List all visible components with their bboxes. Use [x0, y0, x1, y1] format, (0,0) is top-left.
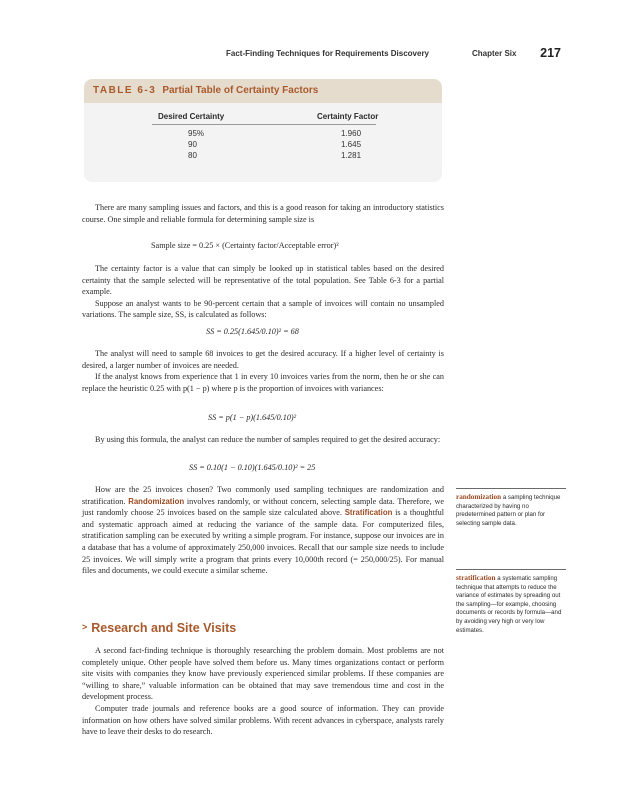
equation-ss-p: SS = p(1 − p)(1.645/0.10)²	[208, 413, 297, 422]
equation-sample-size: Sample size = 0.25 × (Certainty factor/Acceptable error)²	[151, 241, 339, 250]
margin-note-stratification	[456, 569, 566, 635]
paragraph: Computer trade journals and reference books are a good source of information. They can provide information on how others have solved similar problems. With recent advances in cyberspace, analysts rarely have to leave their desks to do research.	[82, 703, 444, 737]
paragraph: A second fact-finding technique is thoroughly researching the problem domain. Most problems are not completely unique. Other people have solved them before us. Many times organizations contact or perform site visits with companies they know have previously experienced similar problems. If these companies are “willing to share,” valuable information can be obtained that may save tremendous time and cost in the development process.	[82, 646, 444, 702]
paragraph-text: involves randomly, or without concern, selecting sample data. Therefore, we just randomly choose 25 invoices based on the sample size calculated above.	[82, 496, 445, 518]
paragraph-text: is a thoughtful and systematic approach aimed at reducing the variance of the sample data. For computerized files, stratification sampling can be executed by writing a simple program. For instance, suppose our invoices are in a database that has a volume of approximately 250,000 invoices. Recall that our sample size needs to include 25 invoices. We will simply write a program that prints every 10,000th record (= 250,000/25). For manual files and documents, we could execute a similar scheme.	[82, 508, 444, 576]
running-head-title: Fact-Finding Techniques for Requirements Discovery	[226, 49, 429, 58]
table-cell: 80	[188, 151, 197, 160]
paragraph: There are many sampling issues and factors, and this is a good reason for taking an introductory statistics course. One simple and reliable formula for determining sample size is	[82, 203, 444, 224]
body-block-1	[82, 202, 444, 225]
margin-term: stratification	[456, 574, 496, 582]
paragraph-text: How are the 25 invoices chosen? Two commonly used sampling techniques are randomization and stratification.	[82, 485, 444, 506]
margin-definition: a systematic sampling technique that attempts to reduce the variance of estimates by spreading out the sampling—for example, choosing documents or records by formula—and by avoiding very high or very low estimates.	[456, 575, 562, 634]
margin-definition: a sampling technique characterized by having no predetermined pattern or plan for selecting sample data.	[456, 494, 561, 527]
key-term-stratification: Stratification	[344, 508, 393, 518]
running-head-chapter: Chapter Six	[472, 49, 517, 58]
table-number: TABLE 6-3	[93, 85, 157, 96]
section-heading	[82, 621, 236, 635]
key-term-randomization: Randomization	[128, 496, 185, 506]
table-header-rule	[152, 124, 376, 125]
paragraph: The analyst will need to sample 68 invoices to get the desired accuracy. If a higher level of certainty is desired, a larger number of invoices are needed.	[82, 349, 444, 370]
table-cell: 90	[188, 140, 197, 149]
body-block-6	[82, 645, 444, 738]
paragraph: By using this formula, the analyst can reduce the number of samples required to get the desired accuracy:	[95, 435, 441, 444]
table-cell: 95%	[188, 129, 205, 138]
desired-certainty-column	[188, 128, 204, 161]
running-head	[226, 47, 561, 63]
column-header-certainty-factor: Certainty Factor	[317, 112, 379, 121]
section-heading-text: Research and Site Visits	[91, 621, 237, 635]
table-caption	[93, 85, 318, 96]
certainty-factor-table	[84, 79, 442, 182]
paragraph: If the analyst knows from experience that 1 in every 10 invoices varies from the norm, then he or she can replace the heuristic 0.25 with p(1 − p) where p is the proportion of invoices with variances:	[82, 372, 444, 393]
body-block-4	[82, 434, 444, 446]
equation-ss-25: SS = 0.10(1 − 0.10)(1.645/0.10)² = 25	[189, 463, 316, 472]
table-cell: 1.645	[341, 140, 362, 149]
table-cell: 1.960	[341, 129, 362, 138]
body-block-3	[82, 348, 444, 394]
body-block-2	[82, 263, 444, 321]
body-block-5	[82, 484, 444, 577]
section-arrow-icon: >	[82, 622, 88, 632]
certainty-factor-column	[341, 128, 361, 161]
paragraph	[82, 484, 444, 577]
paragraph: The certainty factor is a value that can simply be looked up in statistical tables based on the desired certainty that the sample selected will be representative of the total population. See Table 6-3 for a partial example.	[82, 264, 444, 297]
column-header-desired-certainty: Desired Certainty	[158, 112, 225, 121]
margin-term: randomization	[456, 493, 502, 501]
table-title: Partial Table of Certainty Factors	[162, 85, 319, 96]
margin-note-randomization	[456, 488, 566, 528]
page-number: 217	[540, 46, 561, 60]
equation-ss-68: SS = 0.25(1.645/0.10)² = 68	[206, 327, 299, 336]
paragraph: Suppose an analyst wants to be 90-percent certain that a sample of invoices will contain no unsampled variations. The sample size, SS, is calculated as follows:	[82, 298, 444, 320]
table-cell: 1.281	[341, 151, 362, 160]
